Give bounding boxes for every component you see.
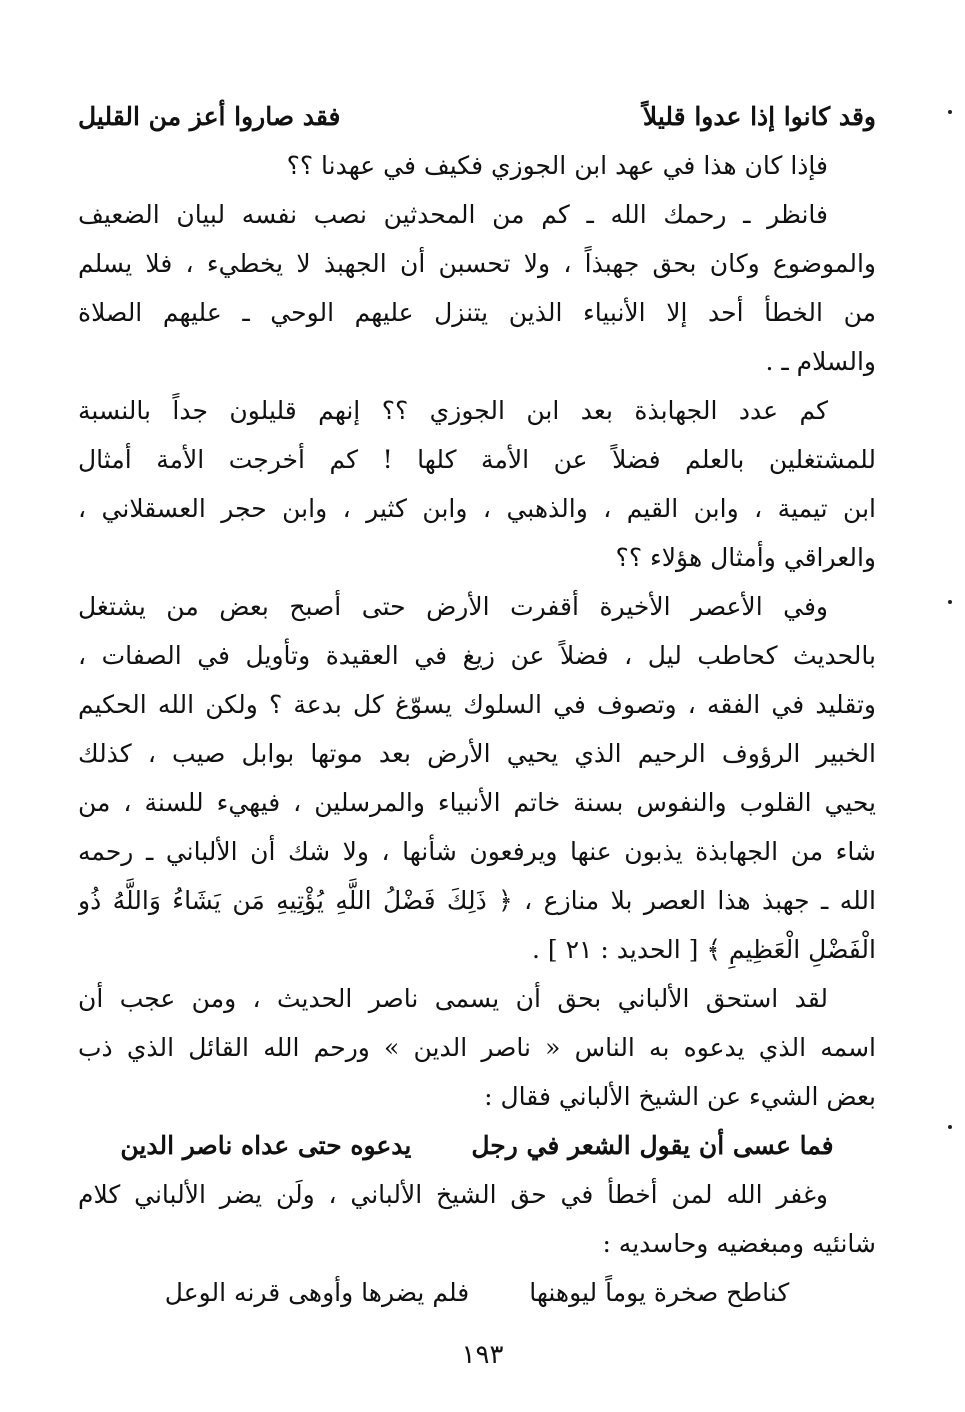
verse-line [78,92,876,141]
text-line: الله ـ جهبذ هذا العصر بلا منازع ، ﴿ ذَلِكَ فَضْلُ اللَّهِ يُؤْتِيهِ مَن يَشَاءُ وَاللَّهُ ذُو [78,886,876,915]
text-line: وفي الأعصر الأخيرة أقفرت الأرض حتى أصبح بعض من يشتغل [78,592,828,621]
verse-second-half: فلم يضرها وأوهى قرنه الوعل [164,1278,470,1307]
margin-mark [948,600,952,604]
verse-line [78,1121,876,1170]
text-line: للمشتغلين بالعلم فضلاً عن الأمة كلها ! كم أخرجت الأمة أمثال [78,445,876,474]
text-line: كم عدد الجهابذة بعد ابن الجوزي ؟؟ إنهم قليلون جداً بالنسبة [78,396,828,425]
text-line: لقد استحق الألباني بحق أن يسمى ناصر الحديث ، ومن عجب أن [78,984,828,1013]
text-line: بالحديث كحاطب ليل ، فضلاً عن زيغ في العقيدة وتأويل في الصفات ، [78,641,876,670]
text-line: من الخطأ أحد إلا الأنبياء الذين يتنزل عليهم الوحي ـ عليهم الصلاة [78,298,876,327]
text-line: وغفر الله لمن أخطأ في حق الشيخ الألباني ، ولَن يضر الألباني كلام [78,1180,828,1209]
text-line: يحيي القلوب والنفوس بسنة خاتم الأنبياء والمرسلين ، فيهيء للسنة ، من [78,788,876,817]
text-line: والعراقي وأمثال هؤلاء ؟؟ [615,543,876,572]
text-line: شاء من الجهابذة يذبون عنها ويرفعون شأنها ، ولا شك أن الألباني ـ رحمه [78,837,876,866]
verse-second-half: يدعوه حتى عداه ناصر الدين [120,1131,412,1160]
text-line: والسلام ـ . [765,347,876,376]
text-line: فإذا كان هذا في عهد ابن الجوزي فكيف في عهدنا ؟؟ [286,151,828,180]
verse-first-half: كناطح صخرة يوماً ليوهنها [529,1278,790,1307]
text-line: ابن تيمية ، وابن القيم ، والذهبي ، وابن كثير ، وابن حجر العسقلاني ، [78,494,876,523]
margin-mark [948,1125,952,1129]
text-line: شانئيه ومبغضيه وحاسديه : [602,1229,876,1258]
text-line: الْفَضْلِ الْعَظِيمِ ﴾ [ الحديد : ٢١ ] . [532,935,876,964]
text-line: فانظر ـ رحمك الله ـ كم من المحدثين نصب نفسه لبيان الضعيف [78,200,828,229]
verse-first-half: وقد كانوا إذا عدوا قليلاً [642,102,876,131]
page-number: ١٩٣ [461,1340,504,1370]
margin-mark [948,110,952,114]
verse-line [78,1268,876,1317]
text-line: اسمه الذي يدعوه به الناس « ناصر الدين » ورحم الله القائل الذي ذب [78,1033,876,1062]
text-line: والموضوع وكان بحق جهبذاً ، ولا تحسبن أن الجهبذ لا يخطيء ، فلا يسلم [78,249,876,278]
text-line: الخبير الرؤوف الرحيم الذي يحيي الأرض بعد موتها بوابل صيب ، كذلك [78,739,876,768]
text-line: بعض الشيء عن الشيخ الألباني فقال : [484,1082,876,1111]
text-line: وتقليد في الفقه ، وتصوف في السلوك يسوّغ كل بدعة ؟ ولكن الله الحكيم [78,690,876,719]
page-body [78,92,876,1317]
verse-second-half: فقد صاروا أعز من القليل [78,102,341,131]
verse-first-half: فما عسى أن يقول الشعر في رجل [471,1131,834,1160]
